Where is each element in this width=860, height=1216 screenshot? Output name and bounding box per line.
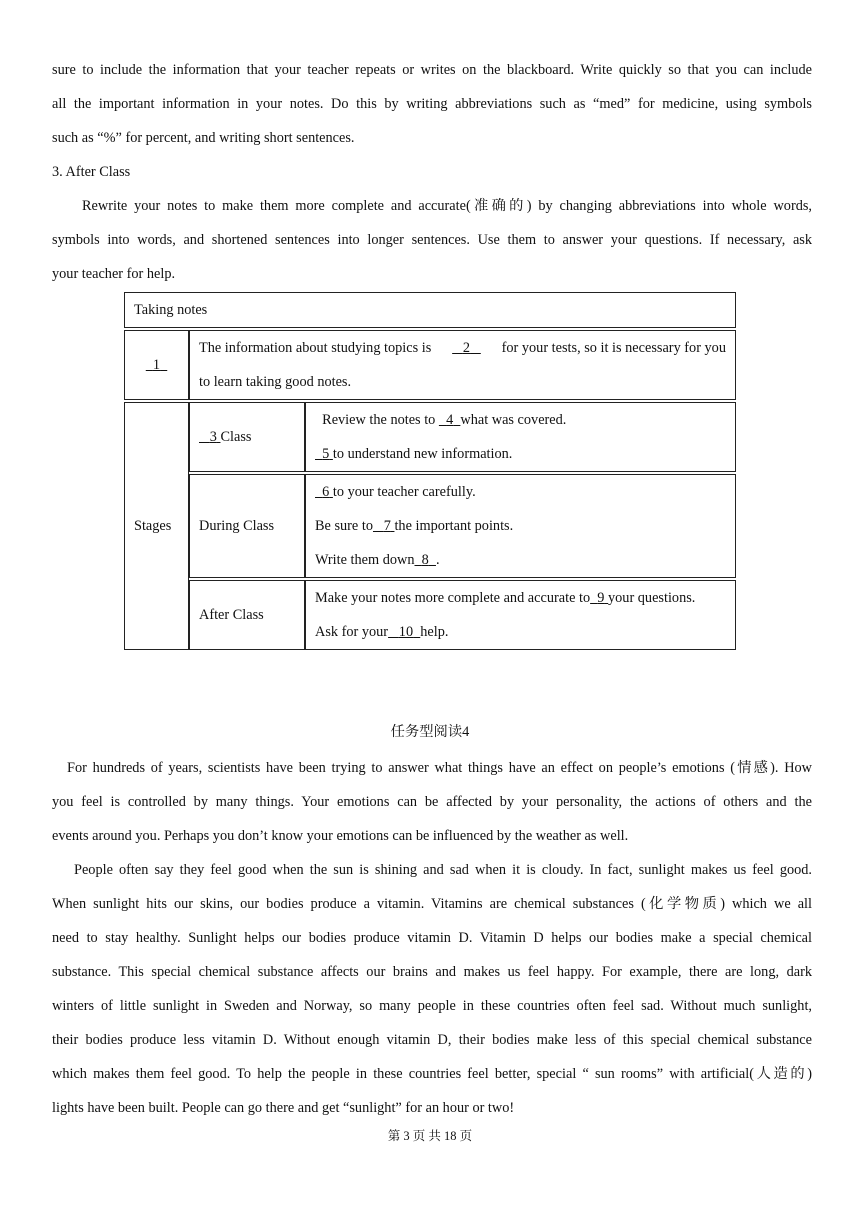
before-class-content: Review the notes to 4 what was covered. 5 to understand new information. [305,402,736,472]
paragraph-line: symbols into words, and shortened sentences into longer sentences. Use them to answer your questions. If necessary, ask [52,232,812,248]
paragraph-line: all the important information in your notes. Do this by writing abbreviations such as “med” for medicine, using symbols [52,96,812,112]
paragraph-line: you feel is controlled by many things. Your emotions can be affected by your personality, the actions of others and the [52,794,812,810]
section-title: 任务型阅读4 [390,724,470,740]
paragraph-line: When sunlight hits our skins, our bodies produce a vitamin. Vitamins are chemical substances (化学物质) which we all [52,896,812,912]
blank-1-cell [124,330,189,400]
paragraph-line: Rewrite your notes to make them more complete and accurate(准确的) by changing abbreviations into whole words, [82,198,812,214]
page-footer: 第 3 页 共 18 页 [387,1129,473,1143]
paragraph-line: sure to include the information that your teacher repeats or writes on the blackboard. Write quickly so that you can include [52,62,812,78]
before-class-label: 3 Class [189,402,305,472]
paragraph-line: which makes them feel good. To help the people in these countries feel better, special “ sun rooms” with artificial(人造的) [52,1066,812,1082]
paragraph-line: such as “%” for percent, and writing short sentences. [52,130,355,146]
stages-cell: Stages [124,402,189,650]
row-1-content: The information about studying topics is 2 for your tests, so it is necessary for you to learn taking good notes. [189,330,736,400]
table-row [124,402,736,472]
blank-1: 1 [152,357,161,373]
paragraph-line: their bodies produce less vitamin D. Without enough vitamin D, their bodies make less of this special chemical substance [52,1032,812,1048]
table-row [124,474,736,578]
table-header-row [124,292,736,328]
paragraph-line: People often say they feel good when the sun is shining and sad when it is cloudy. In fact, sunlight makes us feel good. [74,862,812,878]
table-row [124,330,736,400]
paragraph-line: winters of little sunlight in Sweden and Norway, so many people in these countries often feel sad. Without much sunlight, [52,998,812,1014]
paragraph-line: lights have been built. People can go there and get “sunlight” for an hour or two! [52,1100,515,1116]
during-class-content: 6 to your teacher carefully. Be sure to 7 the important points. Write them down 8 . [305,474,736,578]
paragraph-line: substance. This special chemical substance affects our brains and makes us feel happy. For example, there are long, dark [52,964,812,980]
paragraph-line: For hundreds of years, scientists have been trying to answer what things have an effect on people’s emotions (情感). How [67,760,812,776]
paragraph-line: events around you. Perhaps you don’t know your emotions can be influenced by the weather as well. [52,828,629,844]
paragraph-line: your teacher for help. [52,266,176,282]
section-heading: 3. After Class [52,164,131,180]
table-row [124,580,736,650]
taking-notes-table [124,290,736,652]
during-class-label: During Class [189,474,305,578]
table-header: Taking notes [124,292,736,328]
paragraph-line: need to stay healthy. Sunlight helps our bodies produce vitamin D. Vitamin D helps our bodies make a special chemical [52,930,812,946]
after-class-label: After Class [189,580,305,650]
after-class-content: Make your notes more complete and accurate to 9 your questions. Ask for your 10 help. [305,580,736,650]
